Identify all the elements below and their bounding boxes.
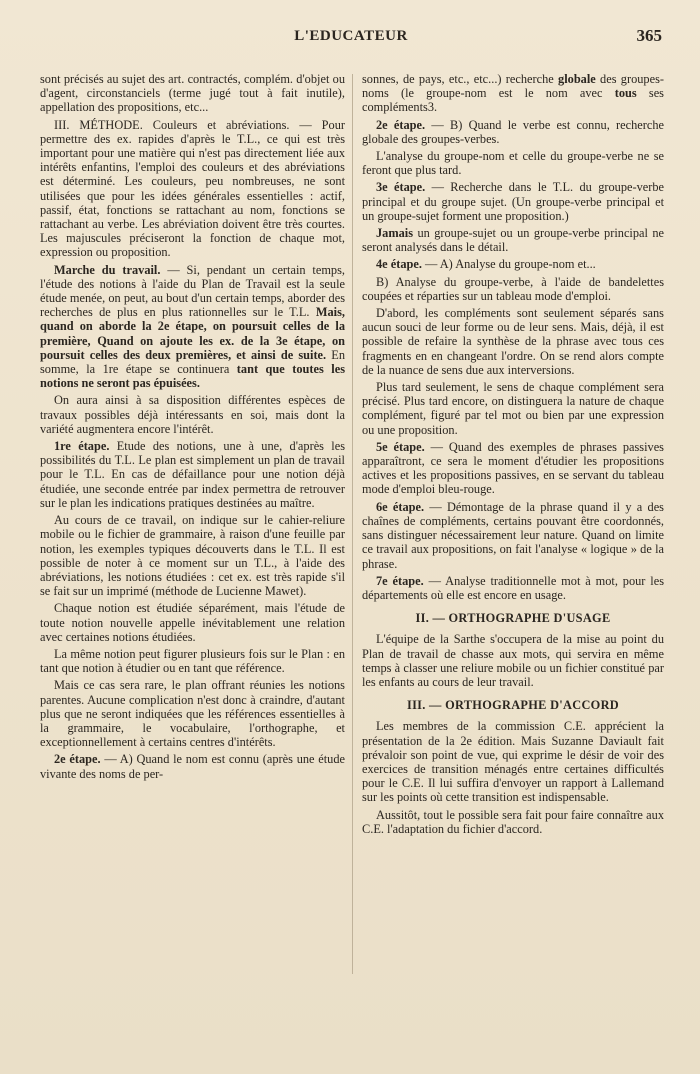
paragraph-text: — A) Analyse du groupe-nom et... bbox=[421, 257, 596, 272]
paragraph-text: sonnes, de pays, etc., etc...) recherche bbox=[362, 72, 559, 86]
paragraph-lead: 5e étape. bbox=[376, 439, 425, 454]
paragraph-text: — Si, pendant un certain temps, l'étude des notions à l'aide du Plan de Travail est la seule étude menée, on peut, au bout d'un certain temps, aborder des recherches de plus en plus rationnelles sur le T.L. bbox=[40, 262, 345, 320]
paragraph: Plus tard seulement, le sens de chaque complément sera précisé. Plus tard encore, on distinguera la nature de chaque complément, figuré par tel mot ou bien par une expression ou une proposition. bbox=[362, 380, 664, 437]
paragraph: L'analyse du groupe-nom et celle du groupe-verbe ne se feront que plus tard. bbox=[362, 149, 664, 178]
paragraph-lead: 3e étape. bbox=[376, 180, 426, 195]
paragraph-text: ses compléments3. bbox=[362, 86, 664, 115]
paragraph: III. MÉTHODE. Couleurs et abréviations. — Pour permettre des ex. rapides d'après le T.L., ce qui est très important pour une matière qui n'est pas directement liée aux intérêts enfantins, l'emploi des couleurs et des abréviations est déterminé. Les couleurs, peu nombreuses, ne sont utilisées que pour les idées générales essentielles : actif, passif, état, fonctions se rattachant au nom, fonctions se rattachant au verbe. Les abréviation doivent être très courtes. Les majuscules préciseront la fonction de chaque mot, expression ou proposition. bbox=[40, 117, 345, 260]
paragraph-text: un groupe-sujet ou un groupe-verbe principal ne seront analysés dans le détail. bbox=[362, 226, 664, 255]
paragraph bbox=[362, 257, 664, 271]
paragraph: D'abord, les compléments sont seulement séparés sans aucun souci de leur forme ou de leur sens. Mais, déjà, il est possible de refaire la synthèse de la phrase avec tous ces fragments en en changeant l'ordre. On se rend alors compte de la nuance de sens due aux interversions. bbox=[362, 306, 664, 377]
emphasis-text: tant que toutes les notions ne seront pas épuisées. bbox=[40, 362, 345, 391]
paragraph: Les membres de la commission C.E. apprécient la présentation de la 2e édition. Mais Suzanne Daviault fait prévaloir son point de vue, qui exprime le désir de voir des exercices de transition ménagés entre certaines difficultés pour le C.E. Il lui suffira d'envoyer un rapport à Lallemand sur les points où cette transition est indispensable. bbox=[362, 719, 664, 805]
section-heading: II. — ORTHOGRAPHE D'USAGE bbox=[415, 611, 611, 626]
page-header bbox=[40, 28, 662, 56]
paragraph bbox=[40, 439, 345, 510]
paragraph-lead: Jamais bbox=[376, 226, 414, 241]
paragraph-text: — A) Quand le nom est connu (après une étude vivante des noms de per- bbox=[40, 752, 345, 781]
right-column bbox=[362, 72, 664, 839]
paragraph: La même notion peut figurer plusieurs fois sur le Plan : en tant que notion à étudier ou en tant que référence. bbox=[40, 646, 345, 676]
paragraph-lead: 1re étape. bbox=[54, 439, 110, 454]
column-divider bbox=[352, 74, 353, 974]
paragraph bbox=[362, 72, 664, 115]
paragraph: sont précisés au sujet des art. contractés, complém. d'objet ou d'agent, circonstanciels (terme jugé tout à fait inutile), appellation des propositions, etc... bbox=[40, 72, 345, 115]
paragraph bbox=[362, 226, 664, 254]
paragraph: Chaque notion est étudiée séparément, mais l'étude de toute notion nouvelle appelle inévitablement une relation avec certaines notions étudiées. bbox=[40, 601, 345, 644]
paragraph: Au cours de ce travail, on indique sur le cahier-reliure mobile ou le fichier de grammaire, à raison d'une feuille par notion, les exemples typiques découverts dans le T.L. Il est possible de noter à ce moment sur un T.L., à l'aide des abréviations, les notions étudiées : cet ex. est très rapide s'il se fait sur un imprimé (méthode de Lucienne Mawet). bbox=[40, 513, 345, 599]
paragraph-lead: 7e étape. bbox=[376, 573, 424, 588]
emphasis-text: globale bbox=[558, 72, 596, 86]
section-heading: III. — ORTHOGRAPHE D'ACCORD bbox=[406, 698, 620, 713]
paragraph-lead: 2e étape. bbox=[54, 752, 101, 767]
paragraph: B) Analyse du groupe-verbe, à l'aide de bandelettes coupées et réparties sur un tableau mode d'emploi. bbox=[362, 274, 664, 303]
paragraph: Aussitôt, tout le possible sera fait pour faire connaître aux C.E. l'adaptation du fichier d'accord. bbox=[362, 807, 664, 836]
paragraph-text: — Démontage de la phrase quand il y a des chaînes de compléments, certains pouvant être coordonnés, sans distinguer nécessairement leur nature. Quand on limite ce travail aux propositions, on fait l'analyse « logique » de la phrase. bbox=[362, 499, 664, 571]
paragraph: L'équipe de la Sarthe s'occupera de la mise au point du Plan de travail de chasse aux mots, qui servira en même temps à classer une reliure mobile ou un fichier constitué par les enfants au cours de leur travail. bbox=[362, 632, 664, 689]
emphasis-text: Mais, quand on aborde la 2e étape, on poursuit celles de la première, Quand on ajoute les ex. de la 3e étape, on poursuit celles des deux premières, et ainsi de suite. bbox=[40, 305, 345, 362]
paragraph bbox=[362, 118, 664, 146]
paragraph-text: — Analyse traditionnelle mot à mot, pour les départements où elle est encore en usage. bbox=[362, 573, 664, 602]
paragraph: On aura ainsi à sa disposition différentes espèces de travaux possibles déjà intéressants en soi, mais dont la variété augmentera encore l'intérêt. bbox=[40, 393, 345, 436]
paragraph-lead: 6e étape. bbox=[376, 499, 425, 514]
page-number: 365 bbox=[636, 26, 662, 45]
paragraph bbox=[40, 263, 345, 391]
paragraph-lead: Marche du travail. bbox=[54, 262, 161, 277]
paragraph-text: — Quand des exemples de phrases passives apparaîtront, ce sera le moment d'étudier les propositions actives et les propositions passives, en se servant du tableau mode d'emploi bleu-rouge. bbox=[362, 439, 664, 497]
paragraph bbox=[40, 752, 345, 780]
paragraph-lead: 4e étape. bbox=[376, 257, 422, 272]
paragraph-text: — B) Quand le verbe est connu, recherche globale des groupes-verbes. bbox=[362, 117, 664, 146]
left-column bbox=[40, 72, 345, 784]
paragraph-lead: 2e étape. bbox=[376, 117, 426, 132]
paragraph bbox=[362, 440, 664, 497]
paragraph-text: En somme, la 1re étape se continuera bbox=[40, 347, 345, 377]
running-title: L'EDUCATEUR bbox=[294, 28, 408, 44]
paragraph bbox=[362, 180, 664, 223]
paragraph bbox=[362, 500, 664, 571]
paragraph-text: des groupes-noms (le groupe-nom est le nom avec bbox=[362, 72, 664, 101]
paragraph-text: Etude des notions, une à une, d'après les possibilités du T.L. Le plan est simplement un plan de travail pour le T.L. En cas de défaillance pour une notion déjà étudiée, une seconde entrée par index permettra de retrouver sur le plan les indications pratiques destinées au maître. bbox=[40, 439, 346, 510]
emphasis-text: tous bbox=[614, 86, 637, 101]
paragraph: Mais ce cas sera rare, le plan offrant réunies les notions parentes. Aucune complication n'est donc à craindre, d'autant plus que ne seront indiquées que les références essentielles à la grammaire, le vocabulaire, l'orthographe, et exceptionnellement à certains centres d'intérêts. bbox=[40, 678, 345, 750]
paragraph-text: — Recherche dans le T.L. du groupe-verbe principal et du groupe sujet. (Un groupe-verbe principal et un groupe-sujet forment une proposition.) bbox=[362, 180, 664, 223]
paragraph bbox=[362, 574, 664, 602]
